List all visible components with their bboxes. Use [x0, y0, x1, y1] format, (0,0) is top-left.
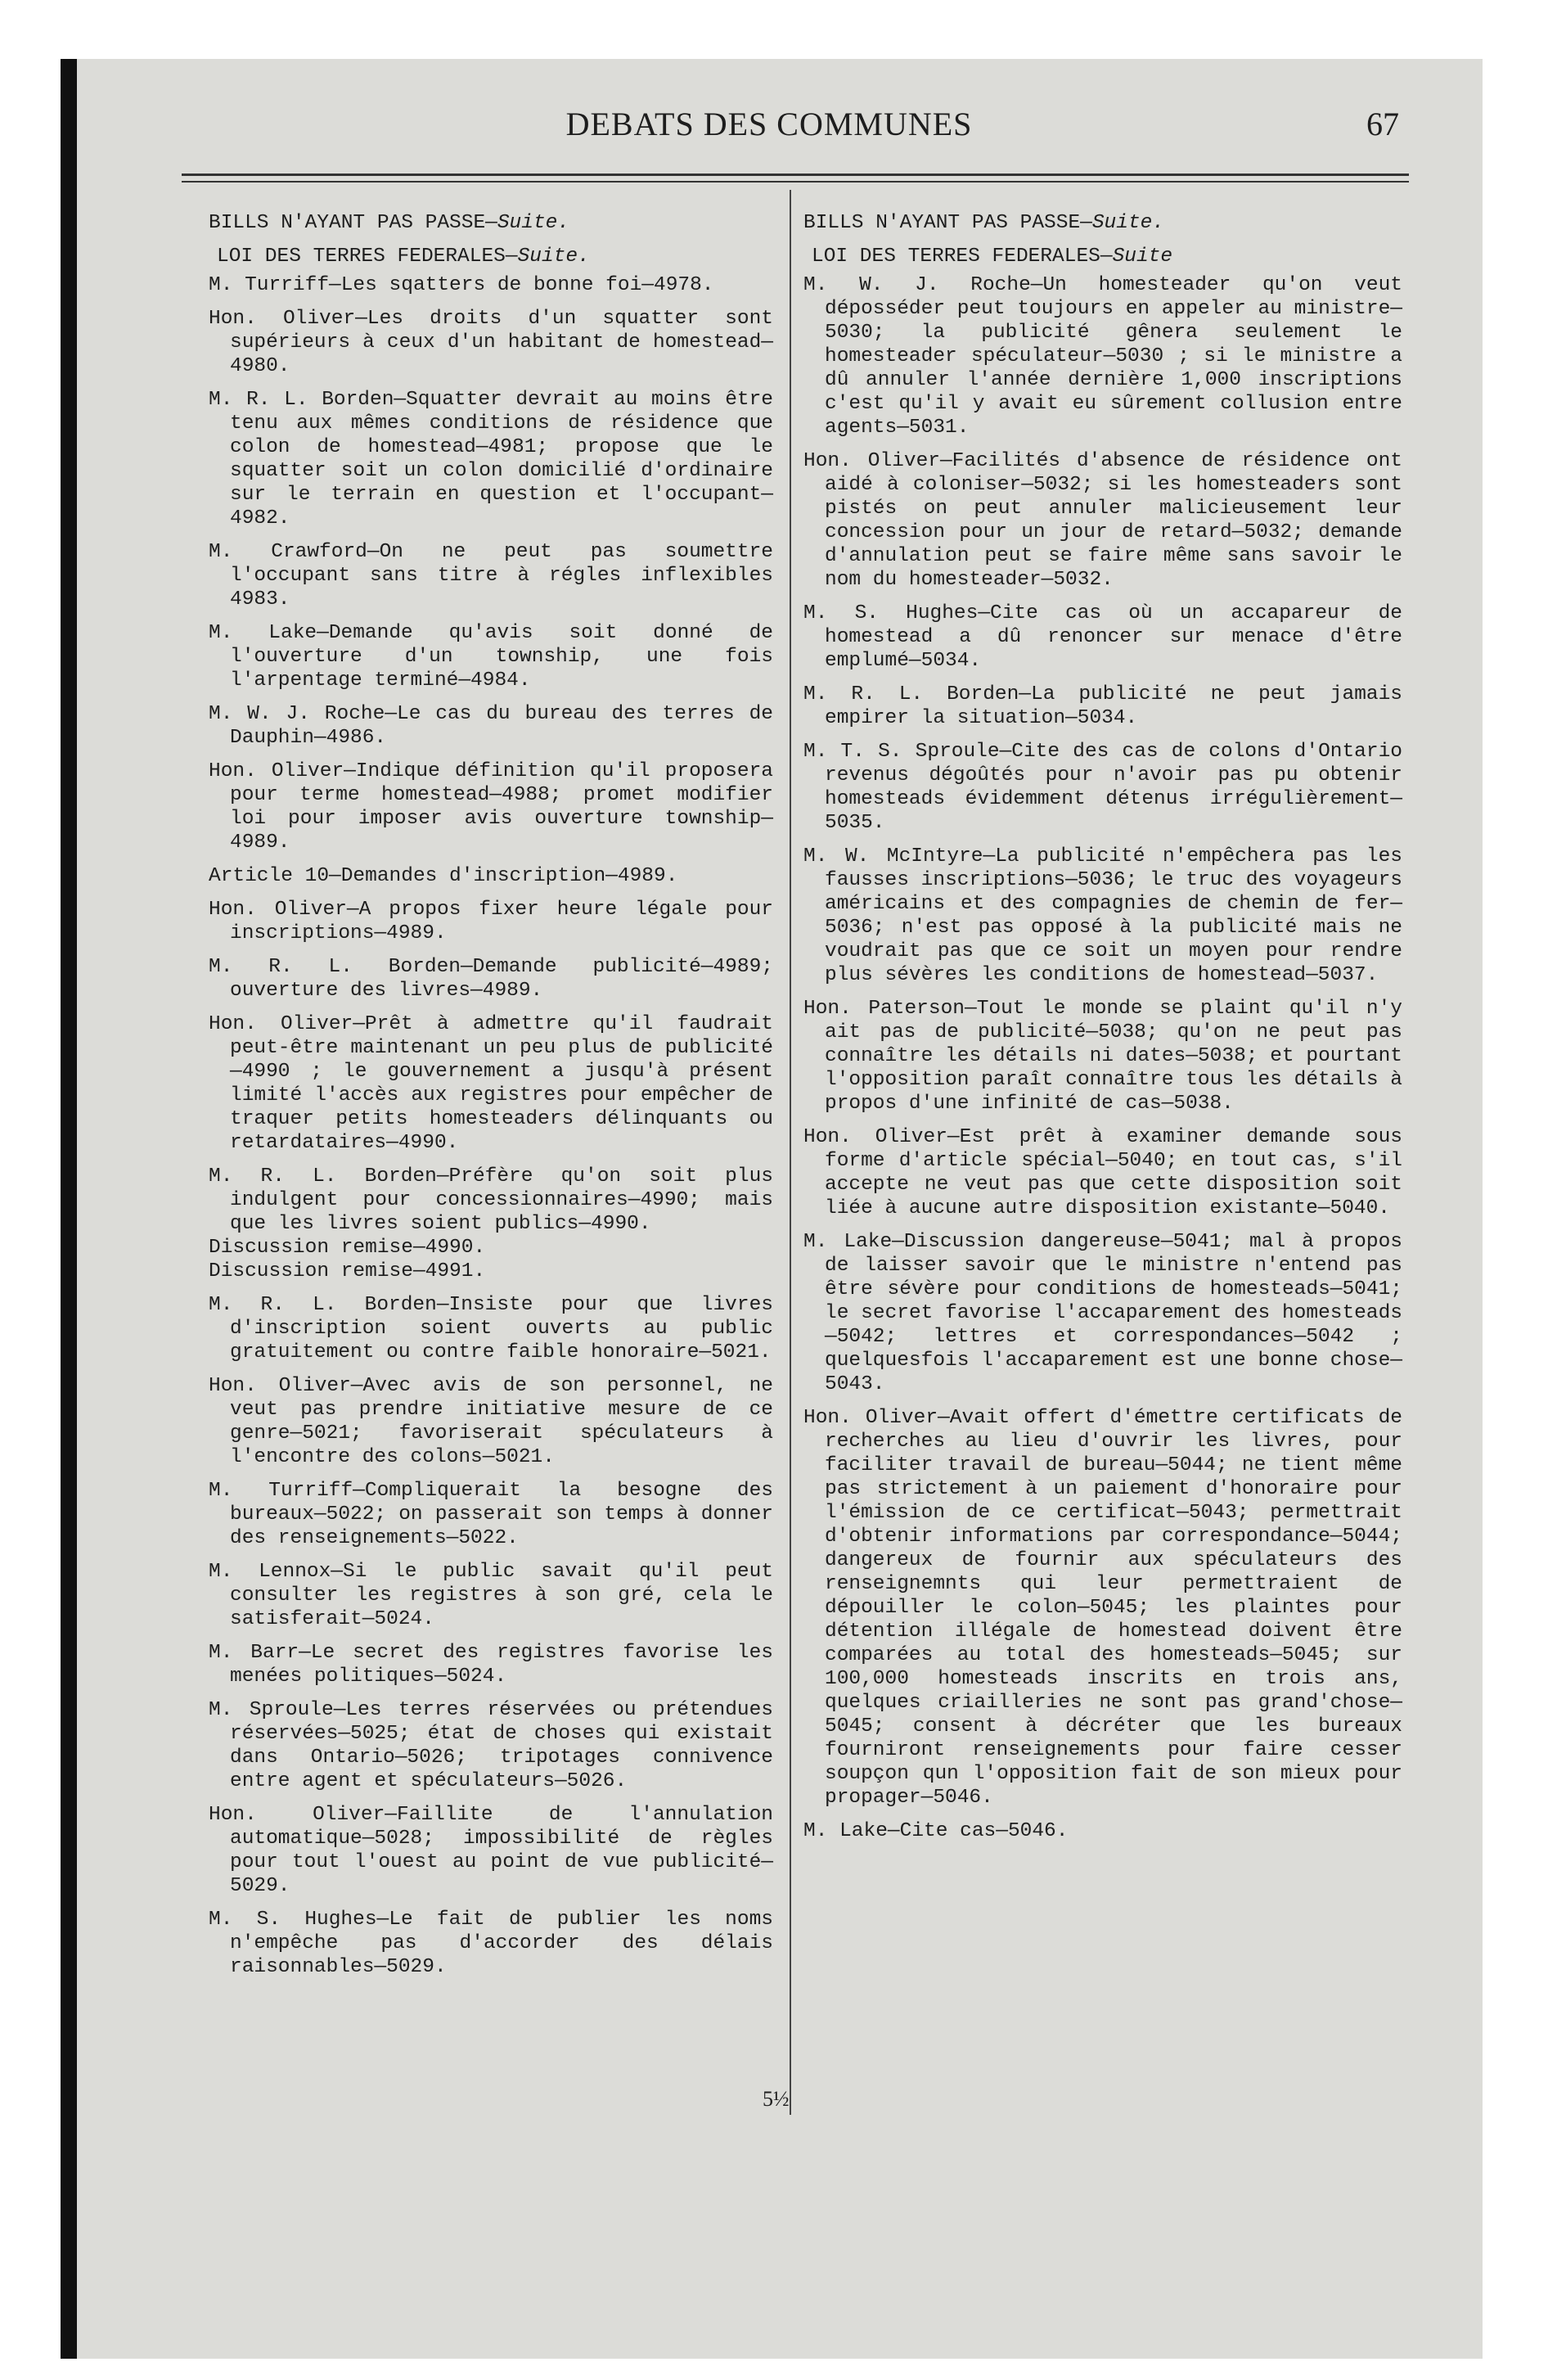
signature-mark: 5½ — [763, 2087, 790, 2111]
right-column — [803, 211, 1402, 1853]
index-entry: Hon. Oliver—Avait offert d'émettre certificats de recherches au lieu d'ouvrir les livres, pour faciliter travail de bureau—5044; ne tient même pas strictement à un paiement d'honoraire pour l'émission de ce certificat—5043; permettrait d'obtenir informations par correspondance—5044; dangereux de fournir aux spéculateurs des renseignemnts qui leur permettraient de dépouiller le colon—5045; les plaintes pour détention illégale de homestead doivent être comparées au total des homesteads—5045; sur 100,000 homesteads inscrits en trois ans, quelques criailleries ne sont pas grand'chose—5045; consent à décréter que les bureaux fourniront renseignements pour faire cesser soupçon qun l'opposition fait de son mieux pour propager—5046. — [803, 1407, 1402, 1809]
index-entry: M. Turriff—Compliquerait la besogne des bureaux—5022; on passerait son temps à donner des renseignements—5022. — [209, 1480, 773, 1549]
column-divider — [790, 190, 791, 2115]
index-entry: M. Lake—Discussion dangereuse—5041; mal à propos de laisser savoir que le ministre n'entend pas être sévère pour conditions de homesteads—5041; le secret favorise l'accaparement des homesteads—5042; lettres et correspondances—5042 ; quelquesfois l'accaparement est une bonne chose—5043. — [803, 1231, 1402, 1395]
index-entry: Hon. Oliver—Est prêt à examiner demande sous forme d'article spécial—5040; en tout cas, s'il accepte ne veut pas que cette disposition soit liée à aucune autre disposition existante—5040. — [803, 1126, 1402, 1219]
index-entry: M. T. S. Sproule—Cite des cas de colons d'Ontario revenus dégoûtés pour n'avoir pas pu obtenir homesteads évidemment détenus irrégulièrement—5035. — [803, 741, 1402, 834]
index-entry: M. W. J. Roche—Un homesteader qu'on veut déposséder peut toujours en appeler au ministre—5030; la publicité gênera seulement le homesteader spéculateur—5030 ; si le ministre a dû annuler l'année dernière 1,000 inscriptions c'est qu'il y avait eu sûrement collusion entre agents—5031. — [803, 274, 1402, 439]
index-entry: M. S. Hughes—Cite cas où un accapareur de homestead a dû renoncer sur menace d'être emplumé—5034. — [803, 602, 1402, 672]
index-entry: M. R. L. Borden—Préfère qu'on soit plus indulgent pour concessionnaires—4990; mais que les livres soient publics—4990. — [209, 1165, 773, 1235]
header-rule — [182, 174, 1409, 176]
index-entry: M. R. L. Borden—Squatter devrait au moins être tenu aux mêmes conditions de résidence que colon de homestead—4981; propose que le squatter soit un colon domicilié d'ordinaire sur le terrain en question et l'occupant—4982. — [209, 389, 773, 530]
index-entry: Hon. Oliver—A propos fixer heure légale pour inscriptions—4989. — [209, 899, 773, 944]
header-rule-thin — [182, 181, 1409, 183]
section-subtitle: LOI DES TERRES FEDERALES—Suite. — [217, 246, 590, 268]
index-entry: M. Barr—Le secret des registres favorise les menées politiques—5024. — [209, 1642, 773, 1688]
index-entry: M. Lake—Demande qu'avis soit donné de l'ouverture d'un township, une fois l'arpentage terminé—4984. — [209, 622, 773, 692]
index-entry: Hon. Oliver—Prêt à admettre qu'il faudrait peut-être maintenant un peu plus de publicité—4990 ; le gouvernement a jusqu'à présent limité l'accès aux registres pour empêcher de traquer petits homesteaders délinquants ou retardataires—4990. — [209, 1013, 773, 1154]
scan-edge — [61, 59, 77, 2359]
index-entry: Hon. Oliver—Indique définition qu'il proposera pour terme homestead—4988; promet modifier loi pour imposer avis ouverture township—4989. — [209, 760, 773, 854]
index-entry: Hon. Oliver—Avec avis de son personnel, ne veut pas prendre initiative mesure de ce genre—5021; favoriserait spéculateurs à l'encontre des colons—5021. — [209, 1375, 773, 1468]
index-entry: M. R. L. Borden—La publicité ne peut jamais empirer la situation—5034. — [803, 683, 1402, 729]
index-entry: Hon. Oliver—Faillite de l'annulation automatique—5028; impossibilité de règles pour tout l'ouest au point de vue publicité—5029. — [209, 1804, 773, 1897]
index-entry: Hon. Oliver—Les droits d'un squatter sont supérieurs à ceux d'un habitant de homestead—4980. — [209, 308, 773, 377]
left-column — [209, 211, 773, 1989]
index-entry: M. Lake—Cite cas—5046. — [803, 1820, 1069, 1842]
section-title: BILLS N'AYANT PAS PASSE—Suite. — [209, 212, 570, 234]
running-head: DEBATS DES COMMUNES — [565, 106, 973, 142]
index-entry: M. Sproule—Les terres réservées ou prétendues réservées—5025; état de choses qui existait dans Ontario—5026; tripotages connivence entre agent et spéculateurs—5026. — [209, 1699, 773, 1792]
index-entry: Discussion remise—4991. — [209, 1260, 486, 1282]
index-entry: M. W. J. Roche—Le cas du bureau des terres de Dauphin—4986. — [209, 703, 773, 749]
entry-list — [803, 273, 1402, 1843]
entry-list — [209, 273, 773, 1979]
index-entry: M. R. L. Borden—Demande publicité—4989; ouverture des livres—4989. — [209, 956, 773, 1002]
index-entry: M. R. L. Borden—Insiste pour que livres d'inscription soient ouverts au public gratuitement ou contre faible honoraire—5021. — [209, 1294, 773, 1364]
index-entry: M. Crawford—On ne peut pas soumettre l'occupant sans titre à régles inflexibles 4983. — [209, 541, 773, 611]
index-entry: Hon. Paterson—Tout le monde se plaint qu'il n'y ait pas de publicité—5038; qu'on ne peut pas connaître les détails ni dates—5038; et pourtant l'opposition paraît connaître tous les détails à propos d'une infinité de cas—5038. — [803, 998, 1402, 1115]
index-entry: M. W. McIntyre—La publicité n'empêchera pas les fausses inscriptions—5036; le truc des voyageurs américains et des compagnies de chemin de fer—5036; n'est pas opposé à la publicité mais ne voudrait pas que ce soit un moyen pour rendre plus sévères les conditions de homestead—5037. — [803, 845, 1402, 986]
index-entry: Discussion remise—4990. — [209, 1237, 486, 1259]
section-subtitle: LOI DES TERRES FEDERALES—Suite — [812, 246, 1173, 268]
index-entry: M. Turriff—Les sqatters de bonne foi—4978. — [209, 274, 714, 296]
page-number: 67 — [1366, 106, 1399, 142]
index-entry: M. S. Hughes—Le fait de publier les noms n'empêche pas d'accorder des délais raisonnables—5029. — [209, 1909, 773, 1978]
index-entry: Article 10—Demandes d'inscription—4989. — [209, 865, 678, 887]
index-entry: Hon. Oliver—Facilités d'absence de résidence ont aidé à coloniser—5032; si les homesteaders sont pistés on peut annuler malicieusement leur concession pour un jour de retard—5032; demande d'annulation peut se faire même sans savoir le nom du homesteader—5032. — [803, 450, 1402, 591]
section-title: BILLS N'AYANT PAS PASSE—Suite. — [803, 212, 1165, 234]
index-entry: M. Lennox—Si le public savait qu'il peut consulter les registres à son gré, cela le satisferait—5024. — [209, 1561, 773, 1630]
